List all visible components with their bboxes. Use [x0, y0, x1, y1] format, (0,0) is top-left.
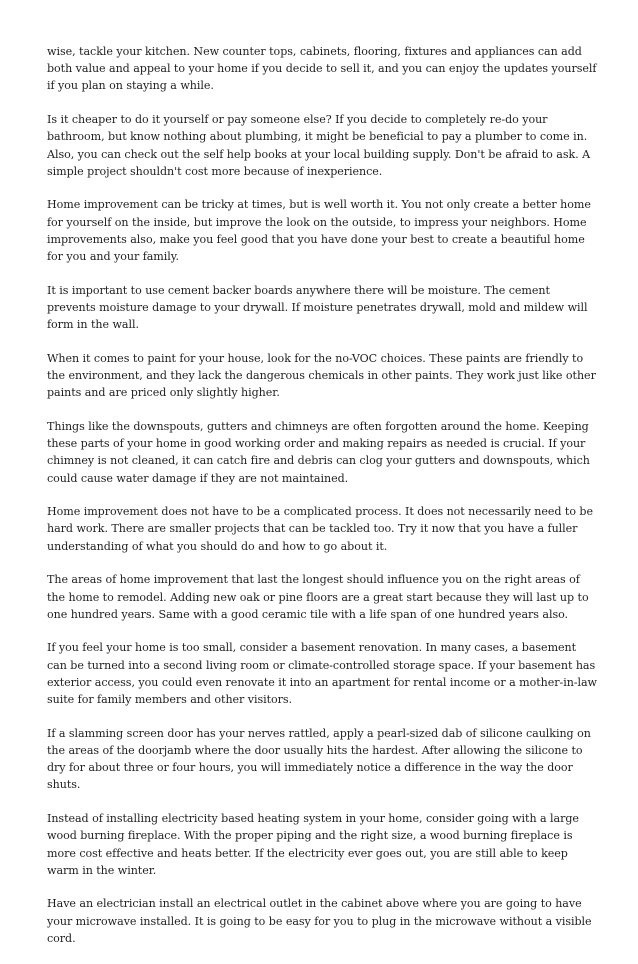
- paragraph-kitchen: wise, tackle your kitchen. New counter tops, cabinets, flooring, fixtures and appliances can add both value and appeal to your home if you decide to sell it, and you can enjoy the updates yourself if you plan on staying a while.: [47, 45, 597, 93]
- document-page: [47, 43, 599, 964]
- paragraph-longest-lasting: The areas of home improvement that last the longest should influence you on the right areas of the home to remodel. Adding new oak or pine floors are a great start because they will last up to one hundred years. Same with a good ceramic tile with a life span of one hundred years also.: [47, 573, 589, 621]
- paragraph-microwave-outlet: Have an electrician install an electrical outlet in the cabinet above where you are going to have your microwave installed. It is going to be easy for you to plug in the microwave without a visible cord.: [47, 897, 592, 945]
- paragraph-diy-or-hire: Is it cheaper to do it yourself or pay someone else? If you decide to completely re-do your bathroom, but know nothing about plumbing, it might be beneficial to pay a plumber to come in. Also, you can check out the self help books at your local building supply. Don't be afraid to ask. A simple project shouldn't cost more because of inexperience.: [47, 113, 591, 178]
- paragraph-basement: If you feel your home is too small, consider a basement renovation. In many cases, a basement can be turned into a second living room or climate-controlled storage space. If your basement has exterior access, you could even renovate it into an apartment for rental income or a mother-in-law suite for family members and other visitors.: [47, 641, 597, 707]
- paragraph-no-voc-paint: When it comes to paint for your house, look for the no-VOC choices. These paints are friendly to the environment, and they lack the dangerous chemicals in other paints. They work just like other paints and are priced only slightly higher.: [47, 351, 596, 400]
- paragraph-fireplace: Instead of installing electricity based heating system in your home, consider going with a large wood burning fireplace. With the proper piping and the right size, a wood burning fireplace is more cost effective and heats better. If the electricity ever goes out, you are still able to keep warm in the winter.: [47, 812, 579, 877]
- paragraph-worth-it: Home improvement can be tricky at times, but is well worth it. You not only create a better home for yourself on the inside, but improve the look on the outside, to impress your neighbors. Home improvements also, make you feel good that you have done your best to create a beautiful home for you and your family.: [47, 198, 591, 264]
- paragraph-screen-door: If a slamming screen door has your nerves rattled, apply a pearl-sized dab of silicone caulking on the areas of the doorjamb where the door usually hits the hardest. After allowing the silicone to dry for about three or four hours, you will immediately notice a difference in the way the door shuts.: [47, 726, 591, 792]
- paragraph-not-complicated: Home improvement does not have to be a complicated process. It does not necessarily need to be hard work. There are smaller projects that can be tackled too. Try it now that you have a fuller understanding of what you should do and how to go about it.: [47, 505, 593, 553]
- paragraph-gutters-chimneys: Things like the downspouts, gutters and chimneys are often forgotten around the home. Keeping these parts of your home in good working order and making repairs as needed is crucial. If your chimney is not cleaned, it can catch fire and debris can clog your gutters and downspouts, which could cause water damage if they are not maintained.: [47, 419, 590, 485]
- paragraph-backer-boards: It is important to use cement backer boards anywhere there will be moisture. The cement prevents moisture damage to your drywall. If moisture penetrates drywall, mold and mildew will form in the wall.: [47, 283, 588, 332]
